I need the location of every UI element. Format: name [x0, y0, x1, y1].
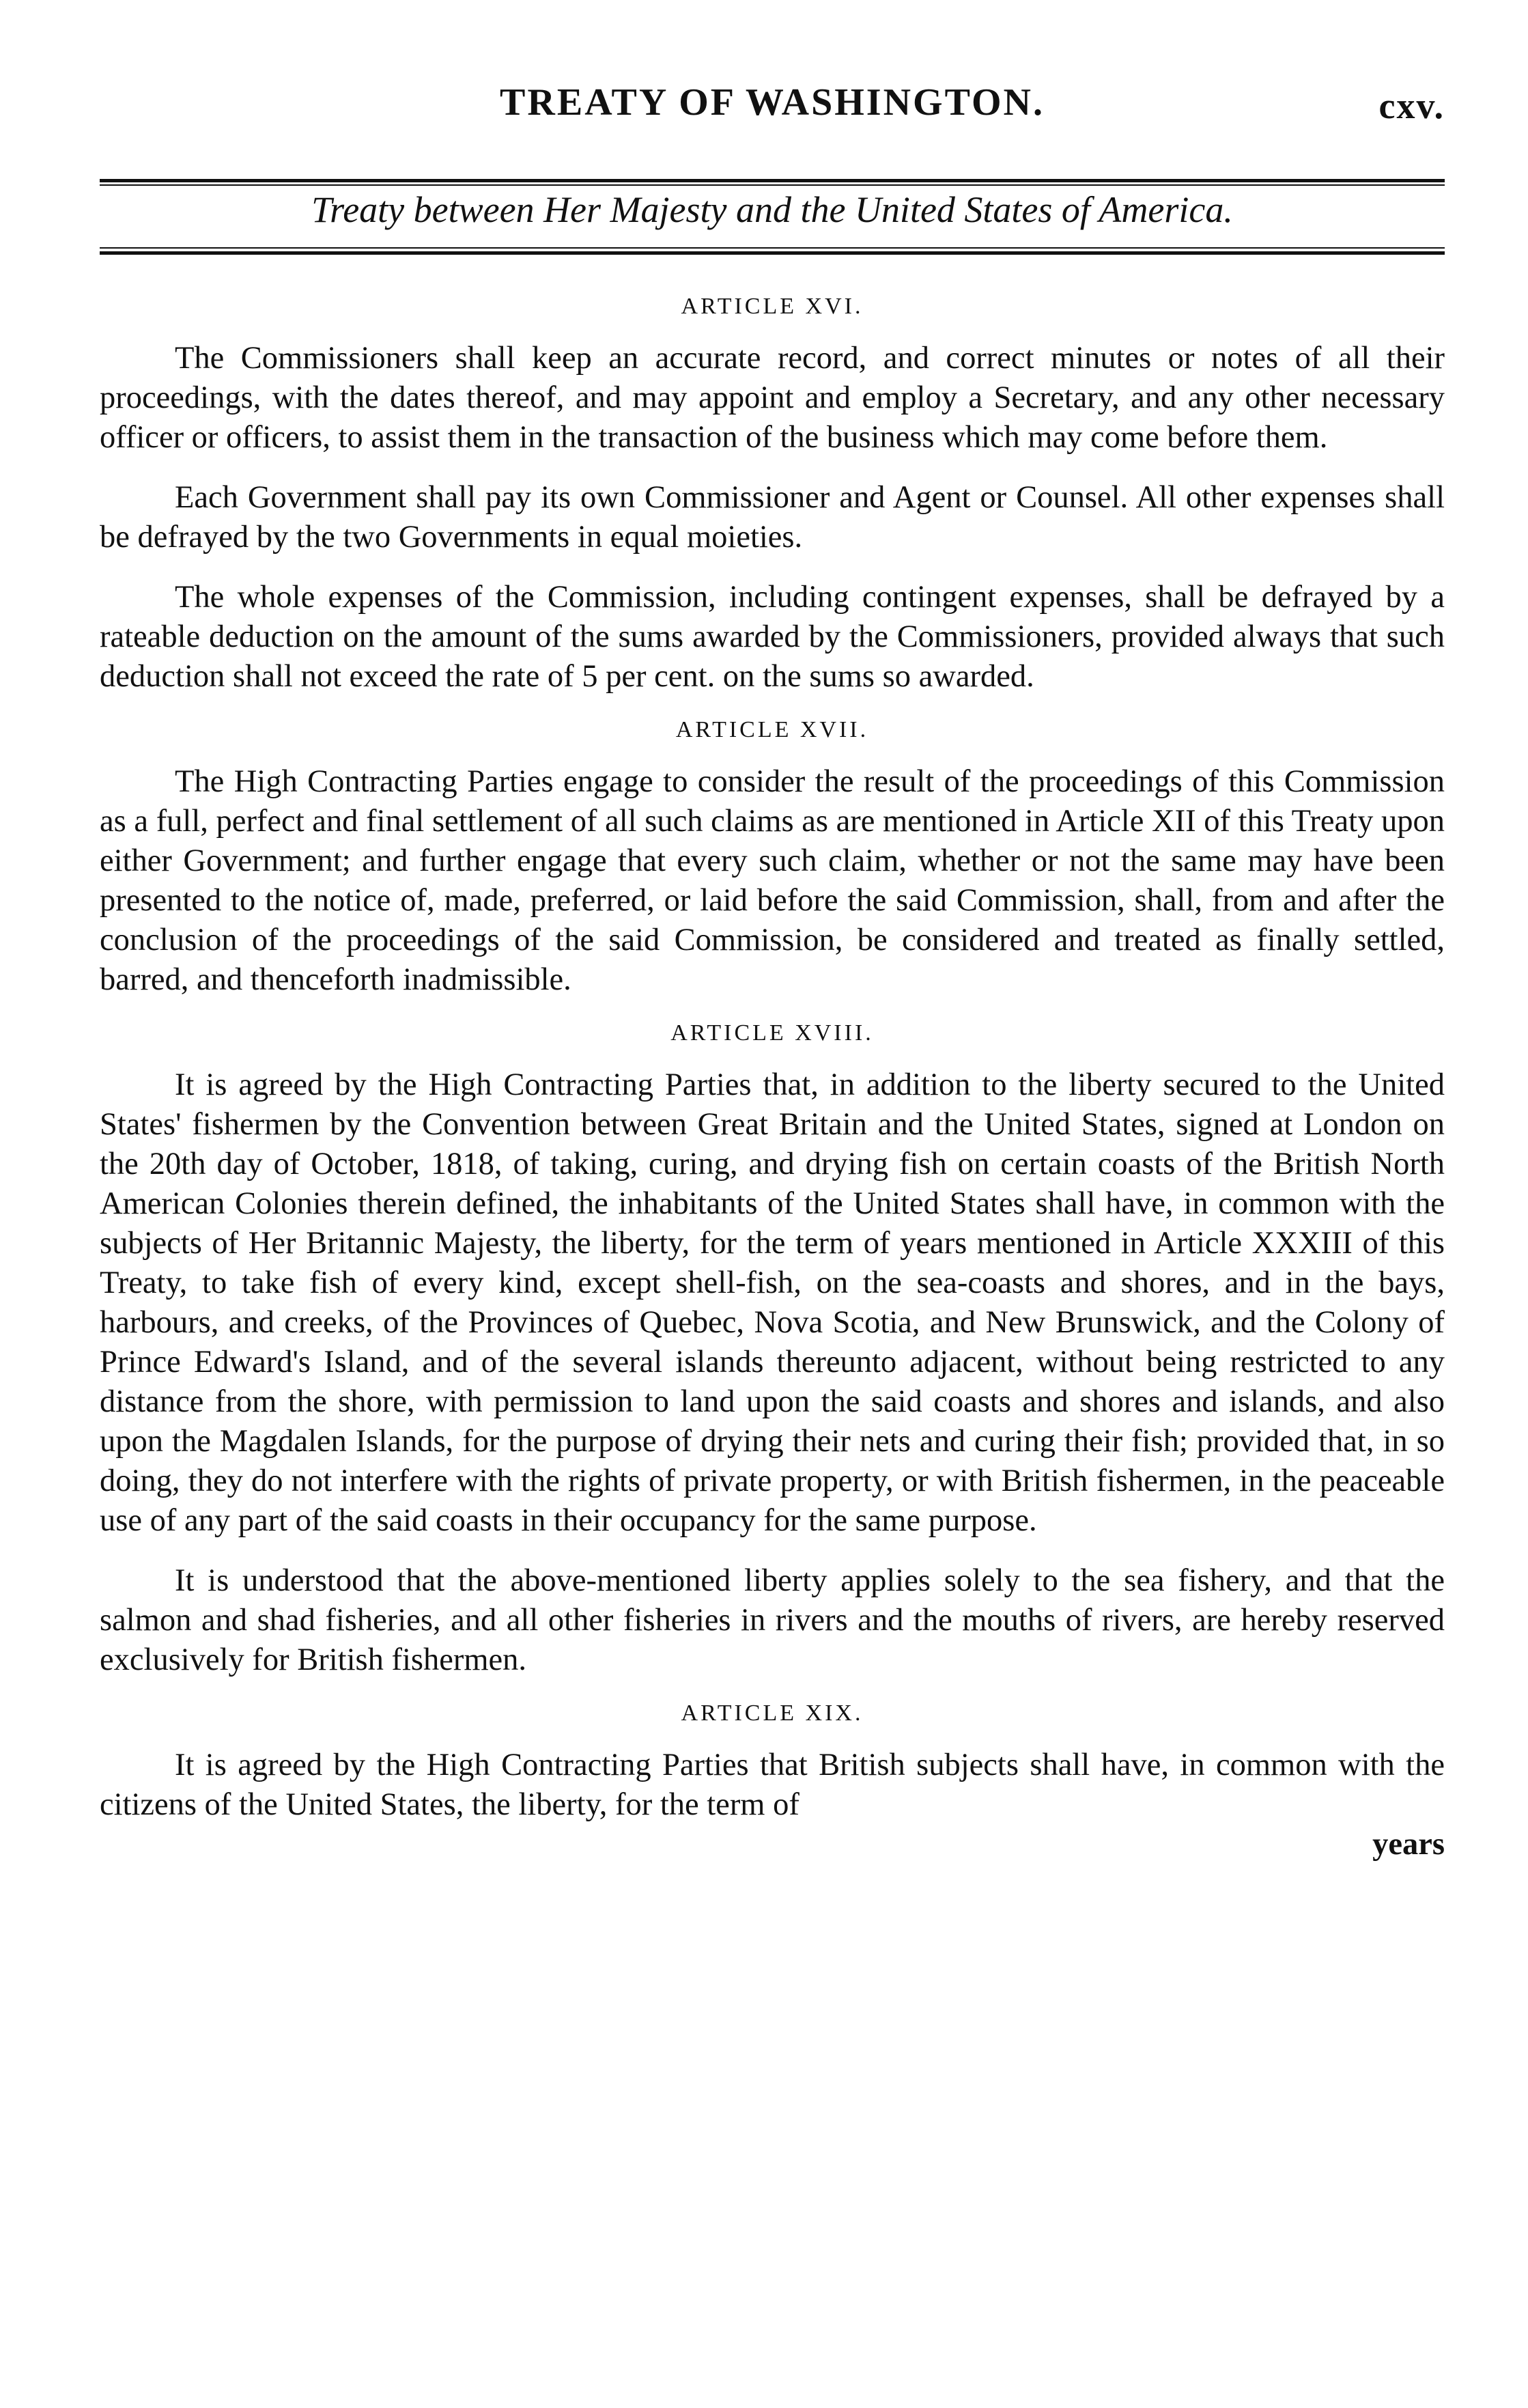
top-rule-thin — [100, 184, 1445, 186]
article-xvi — [100, 294, 1445, 697]
bottom-rule-thin — [100, 247, 1445, 249]
article-xvii — [100, 717, 1445, 1000]
top-rule — [100, 179, 1445, 182]
article-xix — [100, 1700, 1445, 1864]
article-heading: ARTICLE XVII. — [675, 717, 869, 742]
page-number: cxv. — [1378, 85, 1445, 126]
article-heading: ARTICLE XVI. — [681, 294, 864, 319]
paragraph: It is agreed by the High Contracting Parties that, in addition to the liberty secured to the United States' fishermen by the Convention between Great Britain and the United States, signed at London on the 20th day of October, 1818, of taking, curing, and drying fish on certain coasts of the British North American Colonies therein defined, the inhabitants of the United States shall have, in common with the subjects of Her Britannic Majesty, the liberty, for the term of years mentioned in Article XXXIII of this Treaty, to take fish of every kind, except shell-fish, on the sea-coasts and shores, and in the bays, harbours, and creeks, of the Provinces of Quebec, Nova Scotia, and New Brunswick, and the Colony of Prince Edward's Island, and of the several islands thereunto adjacent, without being restricted to any distance from the shore, with permission to land upon the said coasts and shores and islands, and also upon the Magdalen Islands, for the purpose of drying their nets and curing their fish; provided that, in so doing, they do not interfere with the rights of private property, or with British fishermen, in the peaceable use of any part of the said coasts in their occupancy for the same purpose. — [100, 1067, 1445, 1538]
document-page — [100, 0, 1445, 2408]
treaty-subtitle: Treaty between Her Majesty and the United States of America. — [311, 189, 1233, 230]
paragraph: Each Government shall pay its own Commissioner and Agent or Counsel. All other expenses shall be defrayed by the two Governments in equal moieties. — [100, 480, 1445, 555]
document-body — [100, 280, 1445, 1864]
catchword: years — [1372, 1827, 1445, 1862]
paragraph: It is agreed by the High Contracting Parties that British subjects shall have, in common with the citizens of the United States, the liberty, for the term of — [100, 1748, 1445, 1822]
running-title: TREATY OF WASHINGTON. — [500, 81, 1045, 124]
paragraph: The High Contracting Parties engage to consider the result of the proceedings of this Commission as a full, perfect and final settlement of all such claims as are mentioned in Article XII of this Treaty upon either Government; and further engage that every such claim, whether or not the same may have been presented to the notice of, made, preferred, or laid before the said Commission, shall, from and after the conclusion of the proceedings of the said Commission, be considered and treated as finally settled, barred, and thenceforth inadmissible. — [100, 764, 1445, 997]
paragraph: It is understood that the above-mentioned liberty applies solely to the sea fishery, and that the salmon and shad fisheries, and all other fisheries in rivers and the mouths of rivers, are hereby reserved exclusively for British fishermen. — [100, 1563, 1445, 1677]
running-head — [100, 81, 1445, 135]
paragraph: The whole expenses of the Commission, including contingent expenses, shall be defrayed by a rateable deduction on the amount of the sums awarded by the Commissioners, provided always that such deduction shall not exceed the rate of 5 per cent. on the sums so awarded. — [100, 580, 1445, 694]
article-xviii — [100, 1020, 1445, 1680]
article-heading: ARTICLE XIX. — [681, 1700, 864, 1726]
paragraph: The Commissioners shall keep an accurate record, and correct minutes or notes of all their proceedings, with the dates thereof, and may appoint and employ a Secretary, and any other necessary officer or officers, to assist them in the transaction of the business which may come before them. — [100, 341, 1445, 455]
article-heading: ARTICLE XVIII. — [670, 1020, 874, 1046]
bottom-rule — [100, 251, 1445, 255]
